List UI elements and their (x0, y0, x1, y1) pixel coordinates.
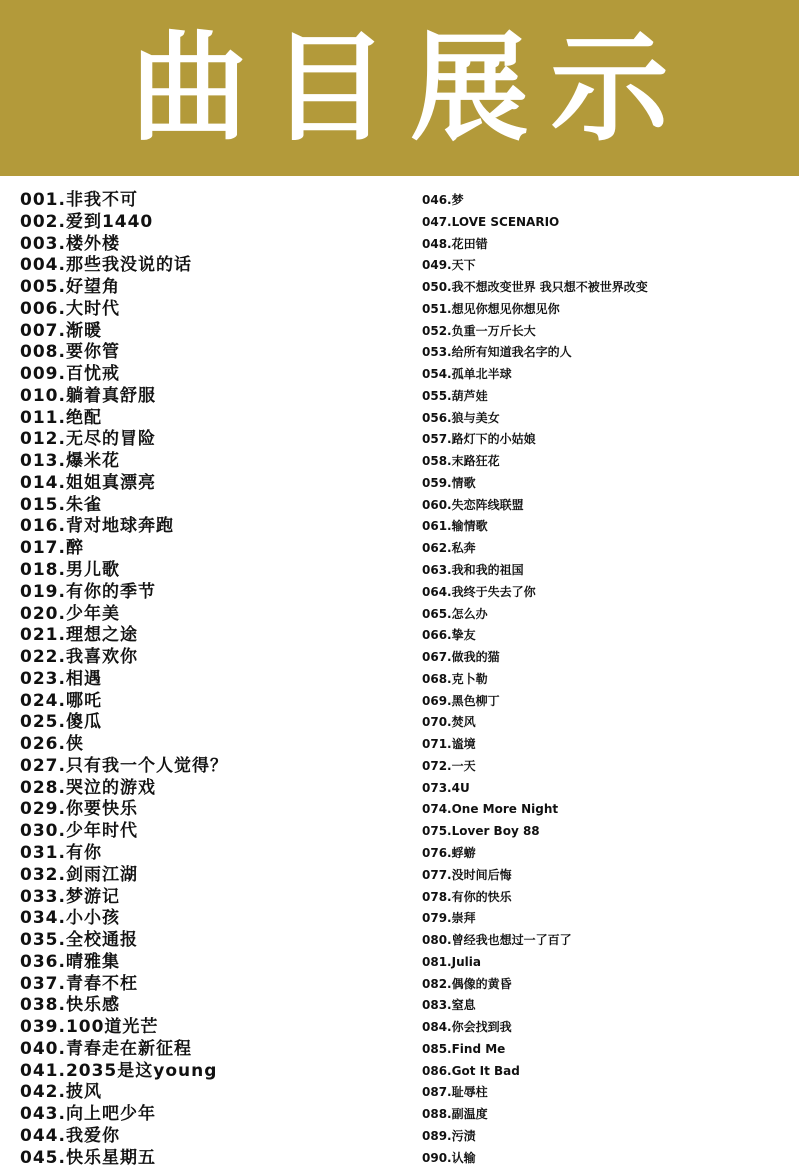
song-item: 082.偶像的黄昏 (422, 976, 512, 991)
song-item: 042.披风 (20, 1082, 102, 1103)
song-item: 059.情歌 (422, 475, 476, 490)
song-item: 002.爱到1440 (20, 211, 154, 232)
song-item: 077.没时间后悔 (422, 867, 512, 882)
song-item: 030.少年时代 (20, 821, 138, 842)
song-list-left (20, 190, 410, 1169)
song-item: 016.背对地球奔跑 (20, 516, 174, 537)
song-item: 053.给所有知道我名字的人 (422, 345, 572, 360)
song-item: 054.孤单北半球 (422, 367, 512, 382)
song-item: 014.姐姐真漂亮 (20, 472, 156, 493)
song-item: 040.青春走在新征程 (20, 1038, 192, 1059)
song-item: 012.无尽的冒险 (20, 429, 156, 450)
song-item: 011.绝配 (20, 407, 102, 428)
song-list-right (422, 190, 799, 1169)
song-item: 074.One More Night (422, 802, 559, 817)
song-item: 009.百忧戒 (20, 364, 120, 385)
song-item: 061.输情歌 (422, 519, 488, 534)
song-item: 010.躺着真舒服 (20, 385, 156, 406)
song-item: 006.大时代 (20, 298, 120, 319)
song-item: 048.花田错 (422, 236, 488, 251)
song-item: 064.我终于失去了你 (422, 584, 536, 599)
song-item: 026.侠 (20, 734, 84, 755)
song-item: 084.你会找到我 (422, 1020, 512, 1035)
song-item: 019.有你的季节 (20, 581, 156, 602)
song-item: 044.我爱你 (20, 1125, 120, 1146)
song-item: 058.末路狂花 (422, 454, 500, 469)
song-item: 024.哪吒 (20, 690, 102, 711)
song-item: 083.窒息 (422, 998, 476, 1013)
song-item: 013.爆米花 (20, 451, 120, 472)
song-item: 070.焚风 (422, 715, 476, 730)
song-item: 003.楼外楼 (20, 233, 120, 254)
song-item: 020.少年美 (20, 603, 120, 624)
song-item: 069.黑色柳丁 (422, 693, 500, 708)
song-item: 045.快乐星期五 (20, 1147, 156, 1168)
song-item: 046.梦 (422, 193, 464, 207)
song-item: 029.你要快乐 (20, 799, 138, 820)
page-title: 曲目展示 (130, 19, 691, 157)
song-item: 085.Find Me (422, 1041, 506, 1056)
song-item: 078.有你的快乐 (422, 889, 512, 904)
song-item: 079.崇拜 (422, 911, 476, 926)
song-item: 017.醉 (20, 538, 84, 559)
song-item: 015.朱雀 (20, 494, 102, 515)
song-item: 072.一天 (422, 758, 476, 773)
song-item: 081.Julia (422, 954, 481, 969)
song-item: 023.相遇 (20, 668, 102, 689)
song-item: 088.副温度 (422, 1107, 488, 1122)
song-item: 057.路灯下的小姑娘 (422, 432, 536, 447)
song-item: 005.好望角 (20, 277, 120, 298)
song-item: 022.我喜欢你 (20, 647, 138, 668)
song-lists (0, 176, 799, 1171)
song-item: 034.小小孩 (20, 908, 120, 929)
song-item: 080.曾经我也想过一了百了 (422, 933, 572, 948)
song-item: 025.傻瓜 (20, 712, 102, 733)
song-item: 090.认输 (422, 1150, 476, 1165)
song-item: 007.渐暖 (20, 320, 102, 341)
song-item: 087.耻辱柱 (422, 1085, 488, 1100)
song-item: 076.蜉蝣 (422, 845, 476, 860)
song-item: 047.LOVE SCENARIO (422, 214, 560, 229)
song-item: 037.青春不枉 (20, 973, 138, 994)
song-item: 052.负重一万斤长大 (422, 323, 536, 338)
song-item: 060.失恋阵线联盟 (422, 497, 524, 512)
song-item: 056.狼与美女 (422, 410, 500, 425)
song-item: 038.快乐感 (20, 995, 120, 1016)
song-item: 050.我不想改变世界 我只想不被世界改变 (422, 280, 648, 295)
song-item: 065.怎么办 (422, 606, 488, 621)
song-item: 001.非我不可 (20, 190, 138, 210)
song-item: 049.天下 (422, 258, 476, 273)
song-item: 021.理想之途 (20, 625, 138, 646)
song-item: 031.有你 (20, 842, 102, 863)
song-item: 062.私奔 (422, 541, 476, 556)
song-item: 068.克卜勒 (422, 671, 488, 686)
song-item: 028.哭泣的游戏 (20, 777, 156, 798)
song-item: 035.全校通报 (20, 930, 138, 951)
song-item: 036.晴雅集 (20, 951, 120, 972)
song-item: 004.那些我没说的话 (20, 255, 192, 276)
song-item: 051.想见你想见你想见你 (422, 301, 560, 316)
song-item: 033.梦游记 (20, 886, 120, 907)
song-item: 055.葫芦娃 (422, 388, 488, 403)
song-item: 086.Got It Bad (422, 1063, 520, 1078)
song-item: 063.我和我的祖国 (422, 563, 524, 578)
song-item: 067.做我的猫 (422, 650, 500, 665)
song-item: 032.剑雨江湖 (20, 864, 138, 885)
song-item: 089.污渍 (422, 1128, 476, 1143)
song-item: 073.4U (422, 780, 470, 795)
song-item: 008.要你管 (20, 342, 120, 363)
song-item: 039.100道光芒 (20, 1017, 159, 1038)
song-item: 027.只有我一个人觉得？ (20, 755, 228, 776)
song-item: 075.Lover Boy 88 (422, 824, 540, 839)
header-banner (0, 0, 799, 176)
song-item: 071.谧境 (422, 737, 476, 752)
song-item: 043.向上吧少年 (20, 1104, 156, 1125)
song-item: 066.挚友 (422, 628, 476, 643)
song-item: 041.2035是这young (20, 1060, 218, 1081)
song-item: 018.男儿歌 (20, 560, 120, 581)
